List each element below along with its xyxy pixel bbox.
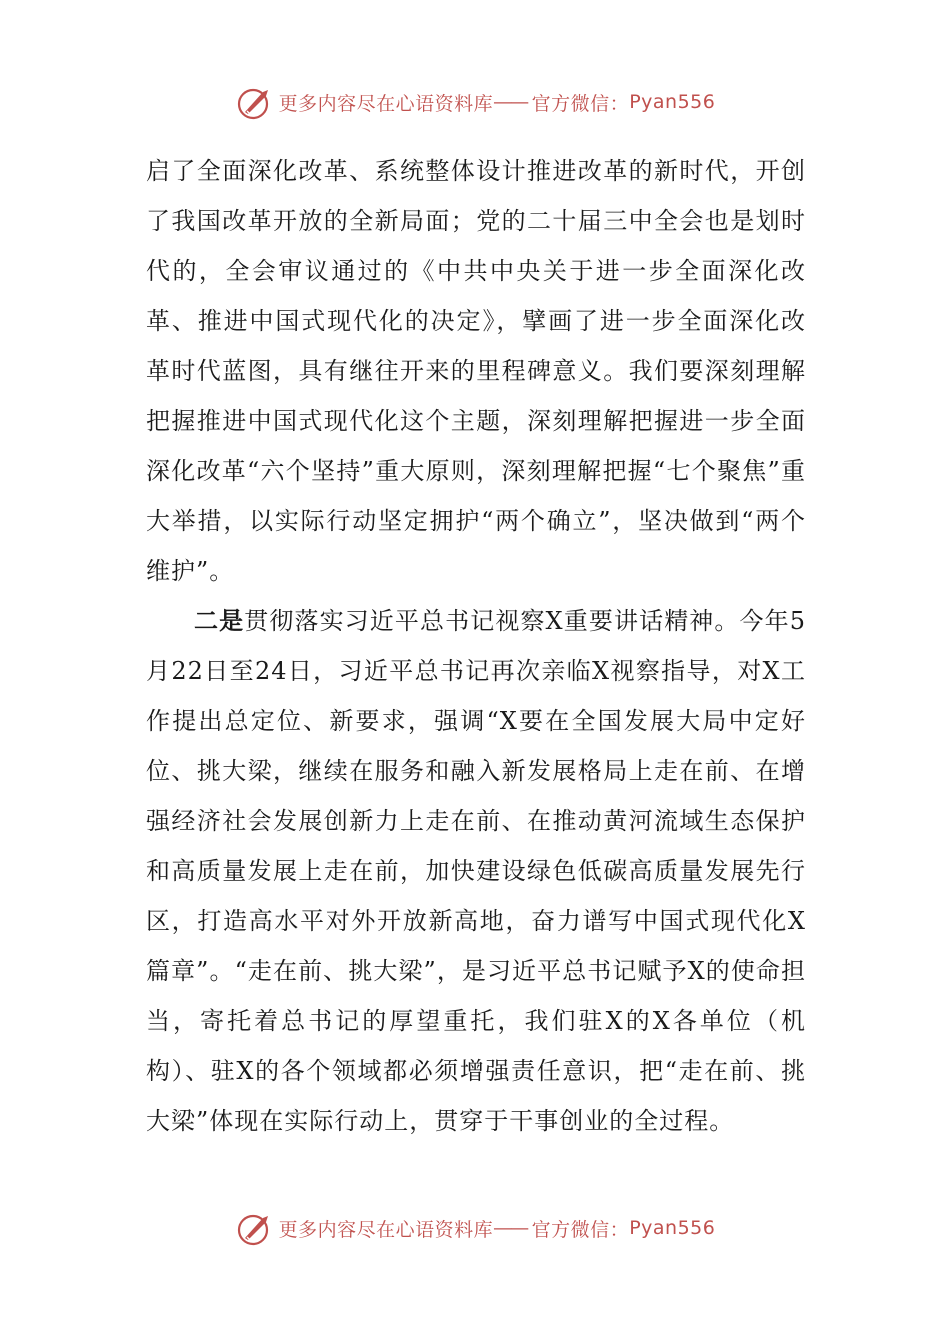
banner-dash-2: —	[510, 1217, 530, 1239]
banner-wechat-id: Pyan556	[629, 91, 716, 113]
pen-nib-circle-icon	[235, 1208, 275, 1248]
paragraph-2-text: 贯彻落实习近平总书记视察X重要讲话精神。今年5月22日至24日，习近平总书记再次亲临X视察指导，对X工作提出总定位、新要求，强调“X要在全国发展大局中定好位、挑大梁，继续在服务和融入新发展格局上走在前、在增强经济社会发展创新力上走在前、在推动黄河流域生态保护和高质量发展上走在前，加快建设绿色低碳高质量发展先行区，打造高水平对外开放新高地，奋力谱写中国式现代化X篇章”。“走在前、挑大梁”，是习近平总书记赋予X的使命担当，寄托着总书记的厚望重托，我们驻X的X各单位（机构）、驻X的各个领域都必须增强责任意识，把“走在前、挑大梁”体现在实际行动上，贯穿于干事创业的全过程。	[146, 607, 807, 1135]
document-body	[146, 146, 806, 1146]
paragraph-1-text: 启了全面深化改革、系统整体设计推进改革的新时代，开创了我国改革开放的全新局面；党的二十届三中全会也是划时代的，全会审议通过的《中共中央关于进一步全面深化改革、推进中国式现代化的决定》，擘画了进一步全面深化改革时代蓝图，具有继往开来的里程碑意义。我们要深刻理解把握推进中国式现代化这个主题，深刻理解把握进一步全面深化改革“六个坚持”重大原则，深刻理解把握“七个聚焦”重大举措，以实际行动坚定拥护“两个确立”，坚决做到“两个维护”。	[146, 157, 806, 585]
footer-banner	[0, 1206, 950, 1250]
banner-wechat-id: Pyan556	[629, 1217, 716, 1239]
paragraph-1	[146, 146, 806, 596]
paragraph-2-lead: 二是	[194, 606, 245, 635]
banner-wechat-label: 官方微信：	[531, 1218, 630, 1241]
banner-dash: —	[493, 91, 511, 113]
banner-dash: —	[493, 1217, 511, 1239]
banner-wechat-label: 官方微信：	[531, 92, 630, 115]
banner-main-text: 更多内容尽在心语资料库	[278, 92, 494, 115]
header-banner	[0, 80, 950, 124]
banner-dash-2: —	[510, 91, 530, 113]
banner-main-text: 更多内容尽在心语资料库	[278, 1218, 494, 1241]
paragraph-2	[146, 596, 806, 1146]
pen-nib-circle-icon	[235, 82, 275, 122]
